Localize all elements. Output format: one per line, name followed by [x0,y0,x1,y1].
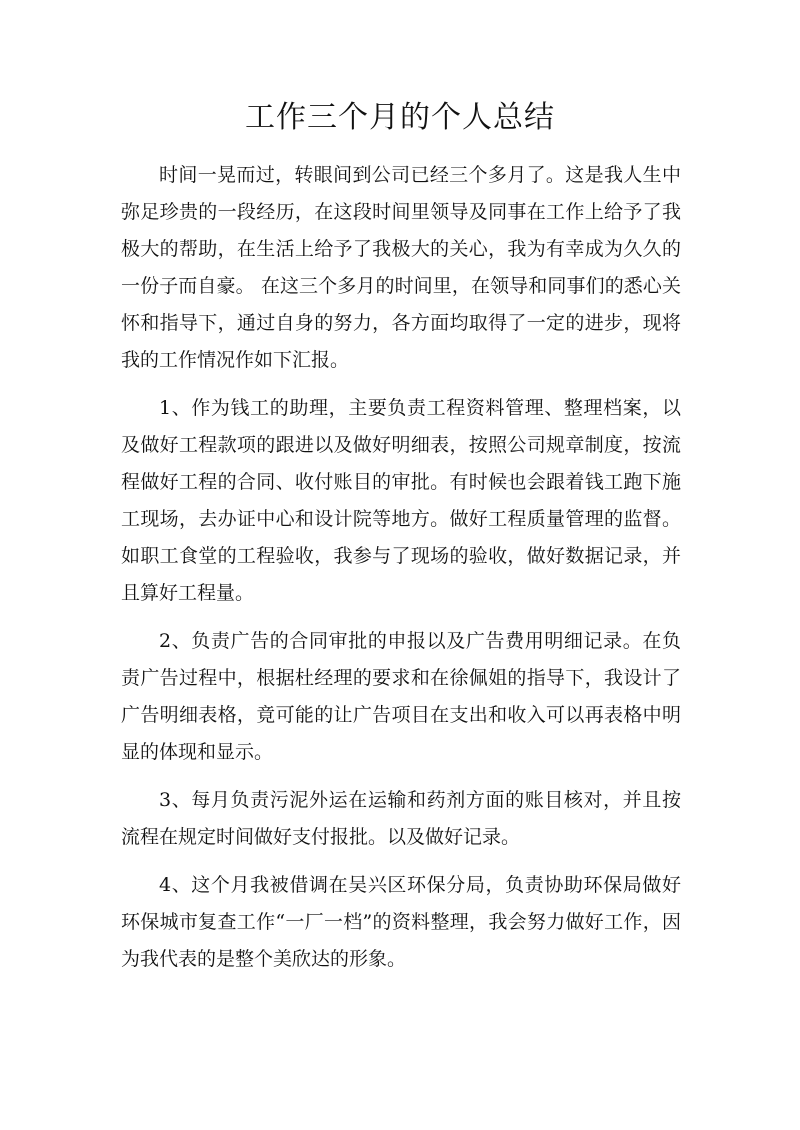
paragraph-item-3: 3、每月负责污泥外运在运输和药剂方面的账目核对，并且按流程在规定时间做好支付报批。以及做好记录。 [121,789,681,848]
document-title: 工作三个月的个人总结 [245,100,555,135]
paragraph-item-2: 2、负责广告的合同审批的申报以及广告费用明细记录。在负责广告过程中，根据杜经理的要求和在徐佩姐的指导下，我设计了广告明细表格，竟可能的让广告项目在支出和收入可以再表格中明显的体现和显示。 [121,630,681,763]
document-body [121,157,681,989]
paragraph-intro: 时间一晃而过，转眼间到公司已经三个多月了。这是我人生中弥足珍贵的一段经历，在这段时间里领导及同事在工作上给予了我极大的帮助，在生活上给予了我极大的关心，我为有幸成为久久的一份子而自豪。 在这三个多月的时间里，在领导和同事们的悉心关怀和指导下，通过自身的努力，各方面均取得了一定的进步，现将我的工作情况作如下汇报。 [121,164,681,371]
paragraph-item-4: 4、这个月我被借调在吴兴区环保分局，负责协助环保局做好环保城市复查工作“一厂一档”的资料整理，我会努力做好工作，因为我代表的是整个美欣达的形象。 [121,874,681,970]
paragraph-item-1: 1、作为钱工的助理，主要负责工程资料管理、整理档案，以及做好工程款项的跟进以及做好明细表，按照公司规章制度，按流程做好工程的合同、收付账目的审批。有时候也会跟着钱工跑下施工现场，去办证中心和设计院等地方。做好工程质量管理的监督。如职工食堂的工程验收，我参与了现场的验收，做好数据记录，并且算好工程量。 [121,397,681,604]
